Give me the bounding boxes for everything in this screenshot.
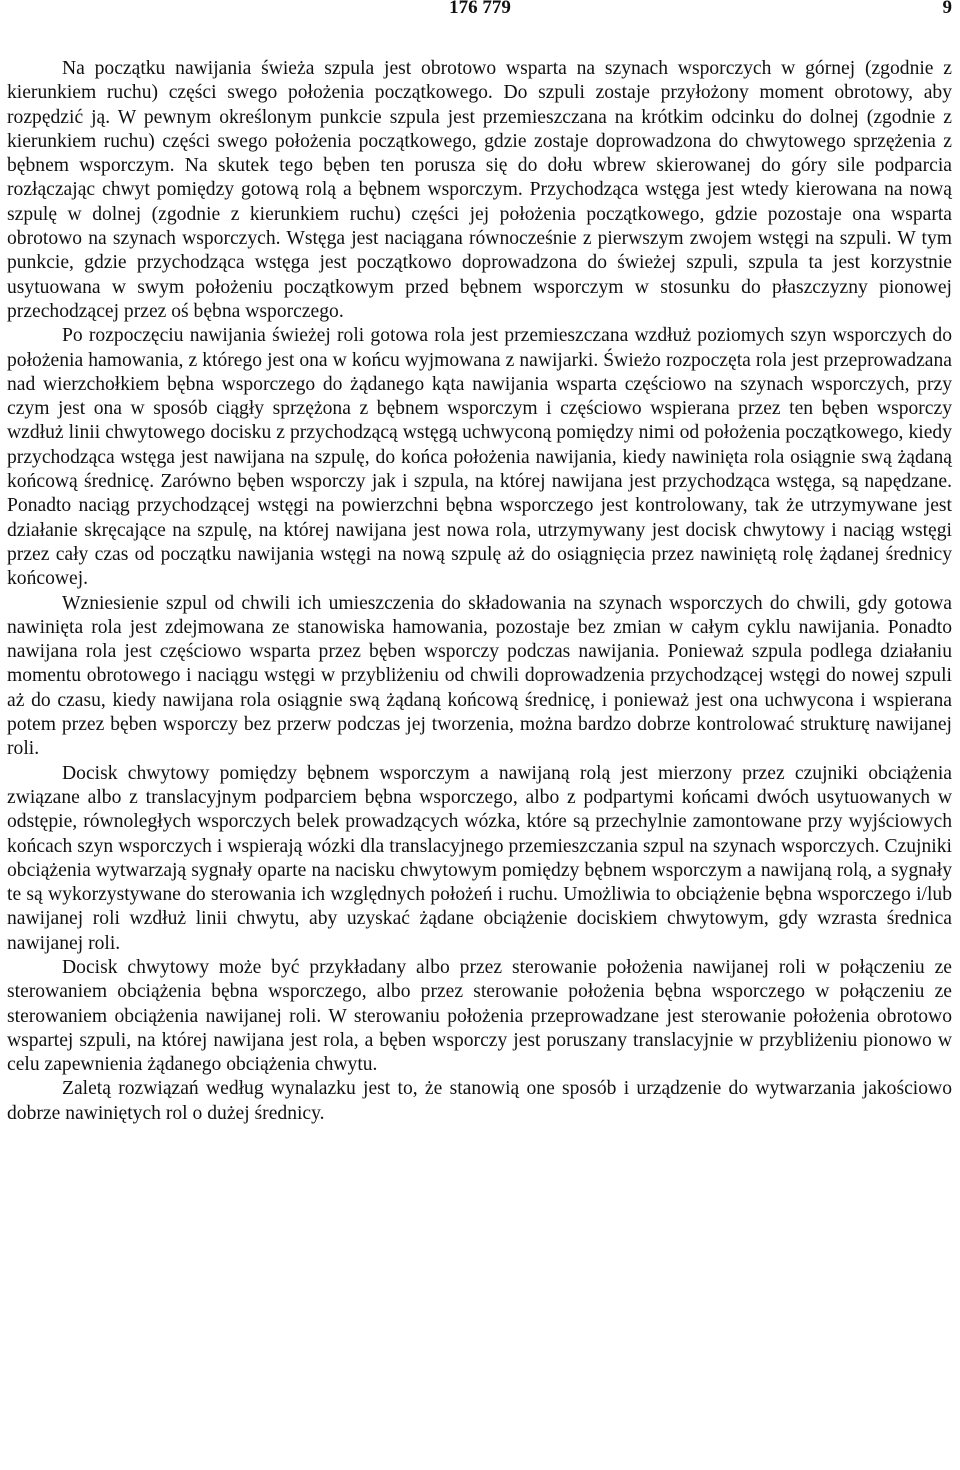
body-text — [7, 57, 952, 1126]
paragraph: Docisk chwytowy pomiędzy bębnem wsporczym a nawijaną rolą jest mierzony przez czujniki obciążenia związane albo z translacyjnym podparciem bębna wsporczego, albo z podpartymi końcami dwóch usytuowanych w odstępie, równoległych wsporczych belek prowadzących wózka, które są przechylnie zamontowane przy wyjściowych końcach szyn wsporczych i wspierają wózki dla translacyjnego przemieszczania szpul na szynach wsporczych. Czujniki obciążenia wytwarzają sygnały oparte na nacisku chwytowym pomiędzy bębnem wsporczym a nawijaną rolą, a sygnały te są wykorzystywane do sterowania ich względnych położeń i ruchu. Umożliwia to obciążenie bębna wsporczego i/lub nawijanej roli wzdłuż linii chwytu, aby uzyskać żądane obciążenie dociskiem chwytowym, gdy wzrasta średnica nawijanej roli. — [7, 762, 952, 954]
patent-number: 176 779 — [449, 0, 511, 18]
paragraph: Zaletą rozwiązań według wynalazku jest to, że stanowią one sposób i urządzenie do wytwarzania jakościowo dobrze nawiniętych rol o dużej średnicy. — [7, 1078, 952, 1124]
page-number: 9 — [942, 0, 952, 18]
paragraph: Na początku nawijania świeża szpula jest obrotowo wsparta na szynach wsporczych w górnej (zgodnie z kierunkiem ruchu) części swego położenia początkowego. Do szpuli zostaje przyłożony moment obrotowy, aby rozpędzić ją. W pewnym określonym punkcie szpula jest przemieszczana na krótkim odcinku do dolnej (zgodnie z kierunkiem ruchu) części swego położenia początkowego, gdzie zostaje doprowadzona do chwytowego sprzężenia z bębnem wsporczym. Na skutek tego bęben ten porusza się do dołu wbrew skierowanej do góry sile podparcia rozłączając chwyt pomiędzy gotową rolą a bębnem wsporczym. Przychodząca wstęga jest wtedy kierowana na nową szpulę w dolnej (zgodnie z kierunkiem ruchu) części jej położenia początkowego, gdzie pozostaje ona wsparta obrotowo na szynach wsporczych. Wstęga jest naciągana równocześnie z pierwszym zwojem wstęgi na szpuli. W tym punkcie, gdzie przychodząca wstęga jest początkowo doprowadzona do świeżej szpuli, szpula ta jest korzystnie usytuowana w swym położeniu początkowym przed bębnem wsporczym w stosunku do płaszczyzny pionowej przechodzącej przez oś bębna wsporczego. — [7, 58, 952, 322]
paragraph: Wzniesienie szpul od chwili ich umieszczenia do składowania na szynach wsporczych do chwili, gdy gotowa nawinięta rola jest zdejmowana ze stanowiska hamowania, pozostaje bez zmian w całym cyklu nawijania. Ponadto nawijana rola jest częściowo wsparta przez bęben wsporczy podczas nawijania. Ponieważ szpula podlega działaniu momentu obrotowego i naciągu wstęgi w przybliżeniu od chwili doprowadzenia przychodzącej wstęgi do nowej szpuli aż do czasu, kiedy nawijana rola osiągnie swą żądaną końcową średnicę, i ponieważ jest ona uchwycona i wspierana potem przez bęben wsporczy bez przerw podczas jej tworzenia, można bardzo dobrze kontrolować strukturę nawijanej roli. — [7, 592, 952, 760]
paragraph: Docisk chwytowy może być przykładany albo przez sterowanie położenia nawijanej roli w połączeniu ze sterowaniem obciążenia bębna wsporczego, albo przez sterowanie położenia bębna wsporczego w połączeniu ze sterowaniem obciążenia nawijanej roli. W sterowaniu położenia przeprowadzane jest sterowanie położenia obrotowo wspartej szpuli, na której nawijana jest rola, a bęben wsporczy jest poruszany translacyjnie w przybliżeniu pionowo w celu zapewnienia żądanego obciążenia chwytu. — [7, 956, 952, 1076]
page-header — [0, 0, 960, 24]
paragraph: Po rozpoczęciu nawijania świeżej roli gotowa rola jest przemieszczana wzdłuż poziomych szyn wsporczych do położenia hamowania, z którego jest ona w końcu wyjmowana z nawijarki. Świeżo rozpoczęta rola jest przeprowadzana nad wierzchołkiem bębna wsporczego do żądanego kąta nawijania wsparta częściowo na szynach wsporczych, przy czym jest ona w sposób ciągły sprzężona z bębnem wsporczym i częściowo wspierana przez ten bęben wsporczy wzdłuż linii chwytowego docisku z przychodzącą wstęgą uchwyconą pomiędzy nimi od położenia początkowego, kiedy przychodząca wstęga jest nawijana na szpulę, do końca położenia nawijania, kiedy nawinięta rola osiągnie swą żądaną końcową średnicę. Zarówno bęben wsporczy jak i szpula, na której nawijana jest przychodząca wstęga, są napędzane. Ponadto naciąg przychodzącej wstęgi na powierzchni bębna wsporczego jest kontrolowany, tak że utrzymywane jest działanie skręcające na szpulę, na której nawijana jest nowa rola, utrzymywany jest docisk chwytowy i naciąg wstęgi przez cały czas od początku nawijania wstęgi na nową szpulę aż do osiągnięcia przez nawiniętą rolę żądanej średnicy końcowej. — [7, 325, 952, 590]
